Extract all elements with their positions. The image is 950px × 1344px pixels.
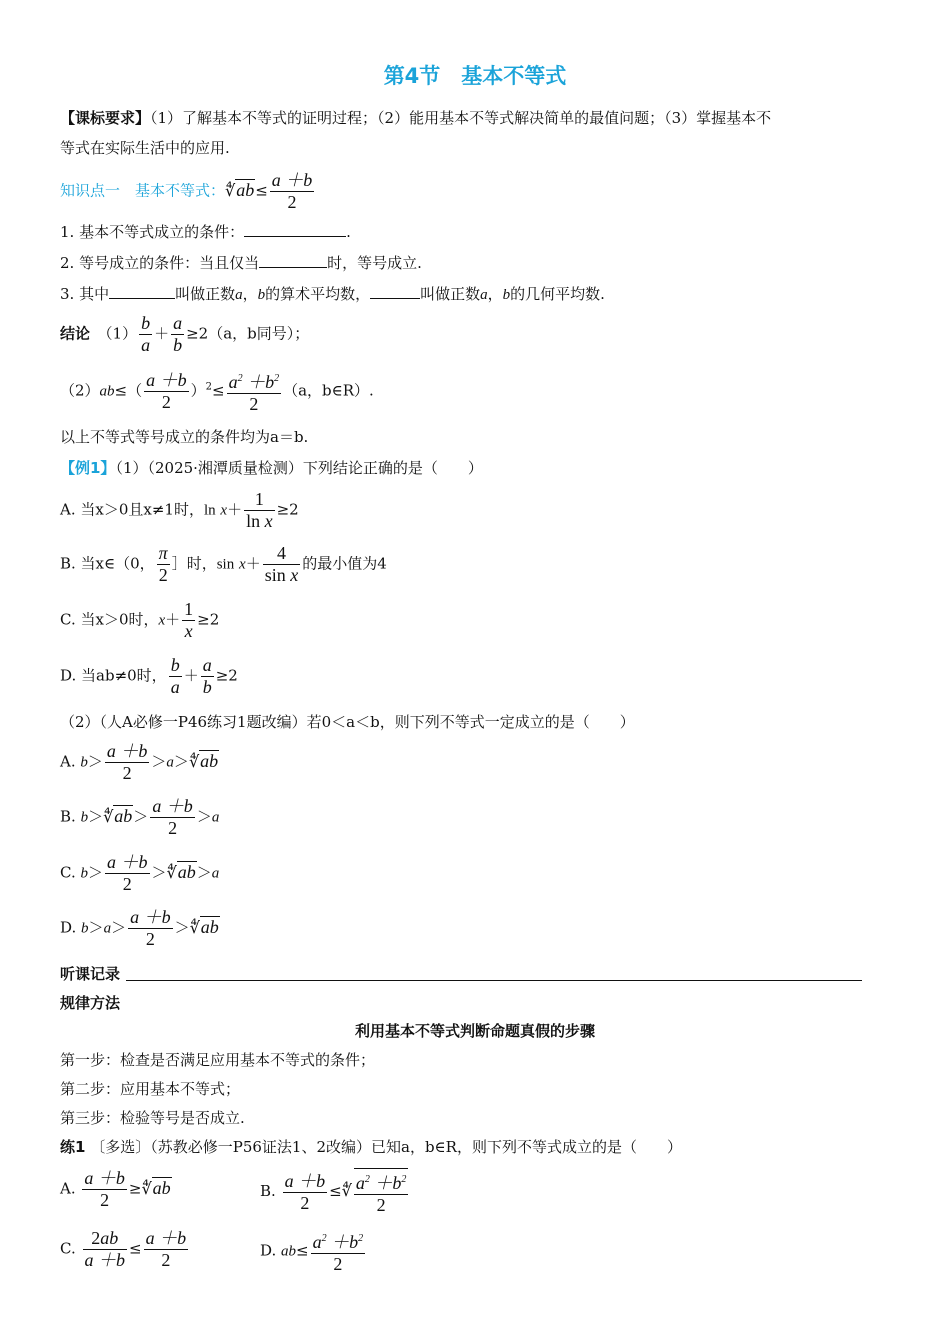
practice1-option-c[interactable]: C. $\frac{2ab}{a +b}$ ≤ $\frac{a +b}{2}$	[60, 1228, 187, 1270]
practice1-option-b[interactable]: B. $\frac{a +b}{2}$ ≤∜ $\frac{a^2 +b^2}{2}$	[260, 1168, 410, 1216]
method-step-3: 第三步：检验等号是否成立.	[60, 1109, 245, 1127]
example1-option-b[interactable]: B. 当x∈（0， $\frac{\pi}{2}$ ］时，sin x＋ $\frac{4}{\text{sin x}}$ 的最小值为4	[60, 543, 387, 585]
method-heading: 利用基本不等式判断命题真假的步骤	[354, 1022, 595, 1040]
conclusion-2: （2）ab≤（ $\frac{a +b}{2}$ ）$^2$≤ $\frac{a^2 +b^2}{2}$ （a，b∈R）.	[60, 370, 374, 414]
example1-q2-option-b[interactable]: B. b＞∜ab＞ $\frac{a +b}{2}$ ＞a	[60, 796, 220, 838]
method-step-1: 第一步：检查是否满足应用基本不等式的条件；	[60, 1051, 376, 1069]
example1-option-c[interactable]: C. 当x＞0时，x＋ $\frac{1}{x}$ ≥2	[60, 599, 220, 641]
method-step-2: 第二步：应用基本不等式；	[60, 1080, 241, 1098]
notes-label: 听课记录	[60, 965, 121, 983]
knowledge-item-3: 3. 其中 叫做正数a，b的算术平均数， 叫做正数a，b的几何平均数.	[60, 285, 605, 303]
method-label: 规律方法	[60, 994, 121, 1012]
requirement-line-2: 等式在实际生活中的应用.	[60, 139, 230, 157]
conclusion-note: 以上不等式等号成立的条件均为a＝b.	[60, 428, 309, 446]
page-title: 第4节 基本不等式	[383, 64, 567, 88]
example1-q2: （2）（人A必修一P46练习1题改编）若0＜a＜b，则下列不等式一定成立的是（ ）	[60, 713, 635, 731]
requirement-label: 【课标要求】	[60, 109, 151, 127]
example1-q2-option-d[interactable]: D. b＞a＞ $\frac{a +b}{2}$ ＞∜ab	[60, 907, 219, 949]
example1-q2-option-c[interactable]: C. b＞ $\frac{a +b}{2}$ ＞∜ab＞a	[60, 852, 220, 894]
conclusion-1: 结论 （1） $\frac{b}{a}$ ＋ $\frac{a}{b}$ ≥2（a，b同号）；	[60, 313, 310, 355]
practice1-question: 练1 〔多选〕（苏教必修一P56证法1、2改编）已知a，b∈R，则下列不等式成立的是（ ）	[60, 1138, 682, 1156]
requirement-line-1: 【课标要求】（1）了解基本不等式的证明过程；（2）能用基本不等式解决简单的最值问题；（3）掌握基本不	[60, 109, 772, 127]
knowledge-heading: 知识点一 基本不等式：∜ab≤ $\frac{a +b}{2}$	[60, 170, 313, 212]
practice1-option-d[interactable]: D. ab≤ $\frac{a^2 +b^2}{2}$	[260, 1228, 367, 1275]
example1-q1: 【例1】（1）（2025·湘潭质量检测）下列结论正确的是（ ）	[60, 459, 483, 477]
notes-line[interactable]	[126, 980, 862, 981]
knowledge-item-1: 1. 基本不等式成立的条件： .	[60, 223, 351, 241]
example1-q2-option-a[interactable]: A. b＞ $\frac{a +b}{2}$ ＞a＞∜ab	[60, 741, 219, 783]
example1-option-d[interactable]: D. 当ab≠0时， $\frac{b}{a}$ ＋ $\frac{a}{b}$ ≥2	[60, 655, 238, 697]
example1-option-a[interactable]: A. 当x＞0且x≠1时，ln x＋ $\frac{1}{\text{ln x}}$ ≥2	[60, 489, 299, 531]
knowledge-item-2: 2. 等号成立的条件：当且仅当 时，等号成立.	[60, 254, 422, 272]
practice1-option-a[interactable]: A. $\frac{a +b}{2}$ ≥∜ab	[60, 1168, 171, 1210]
